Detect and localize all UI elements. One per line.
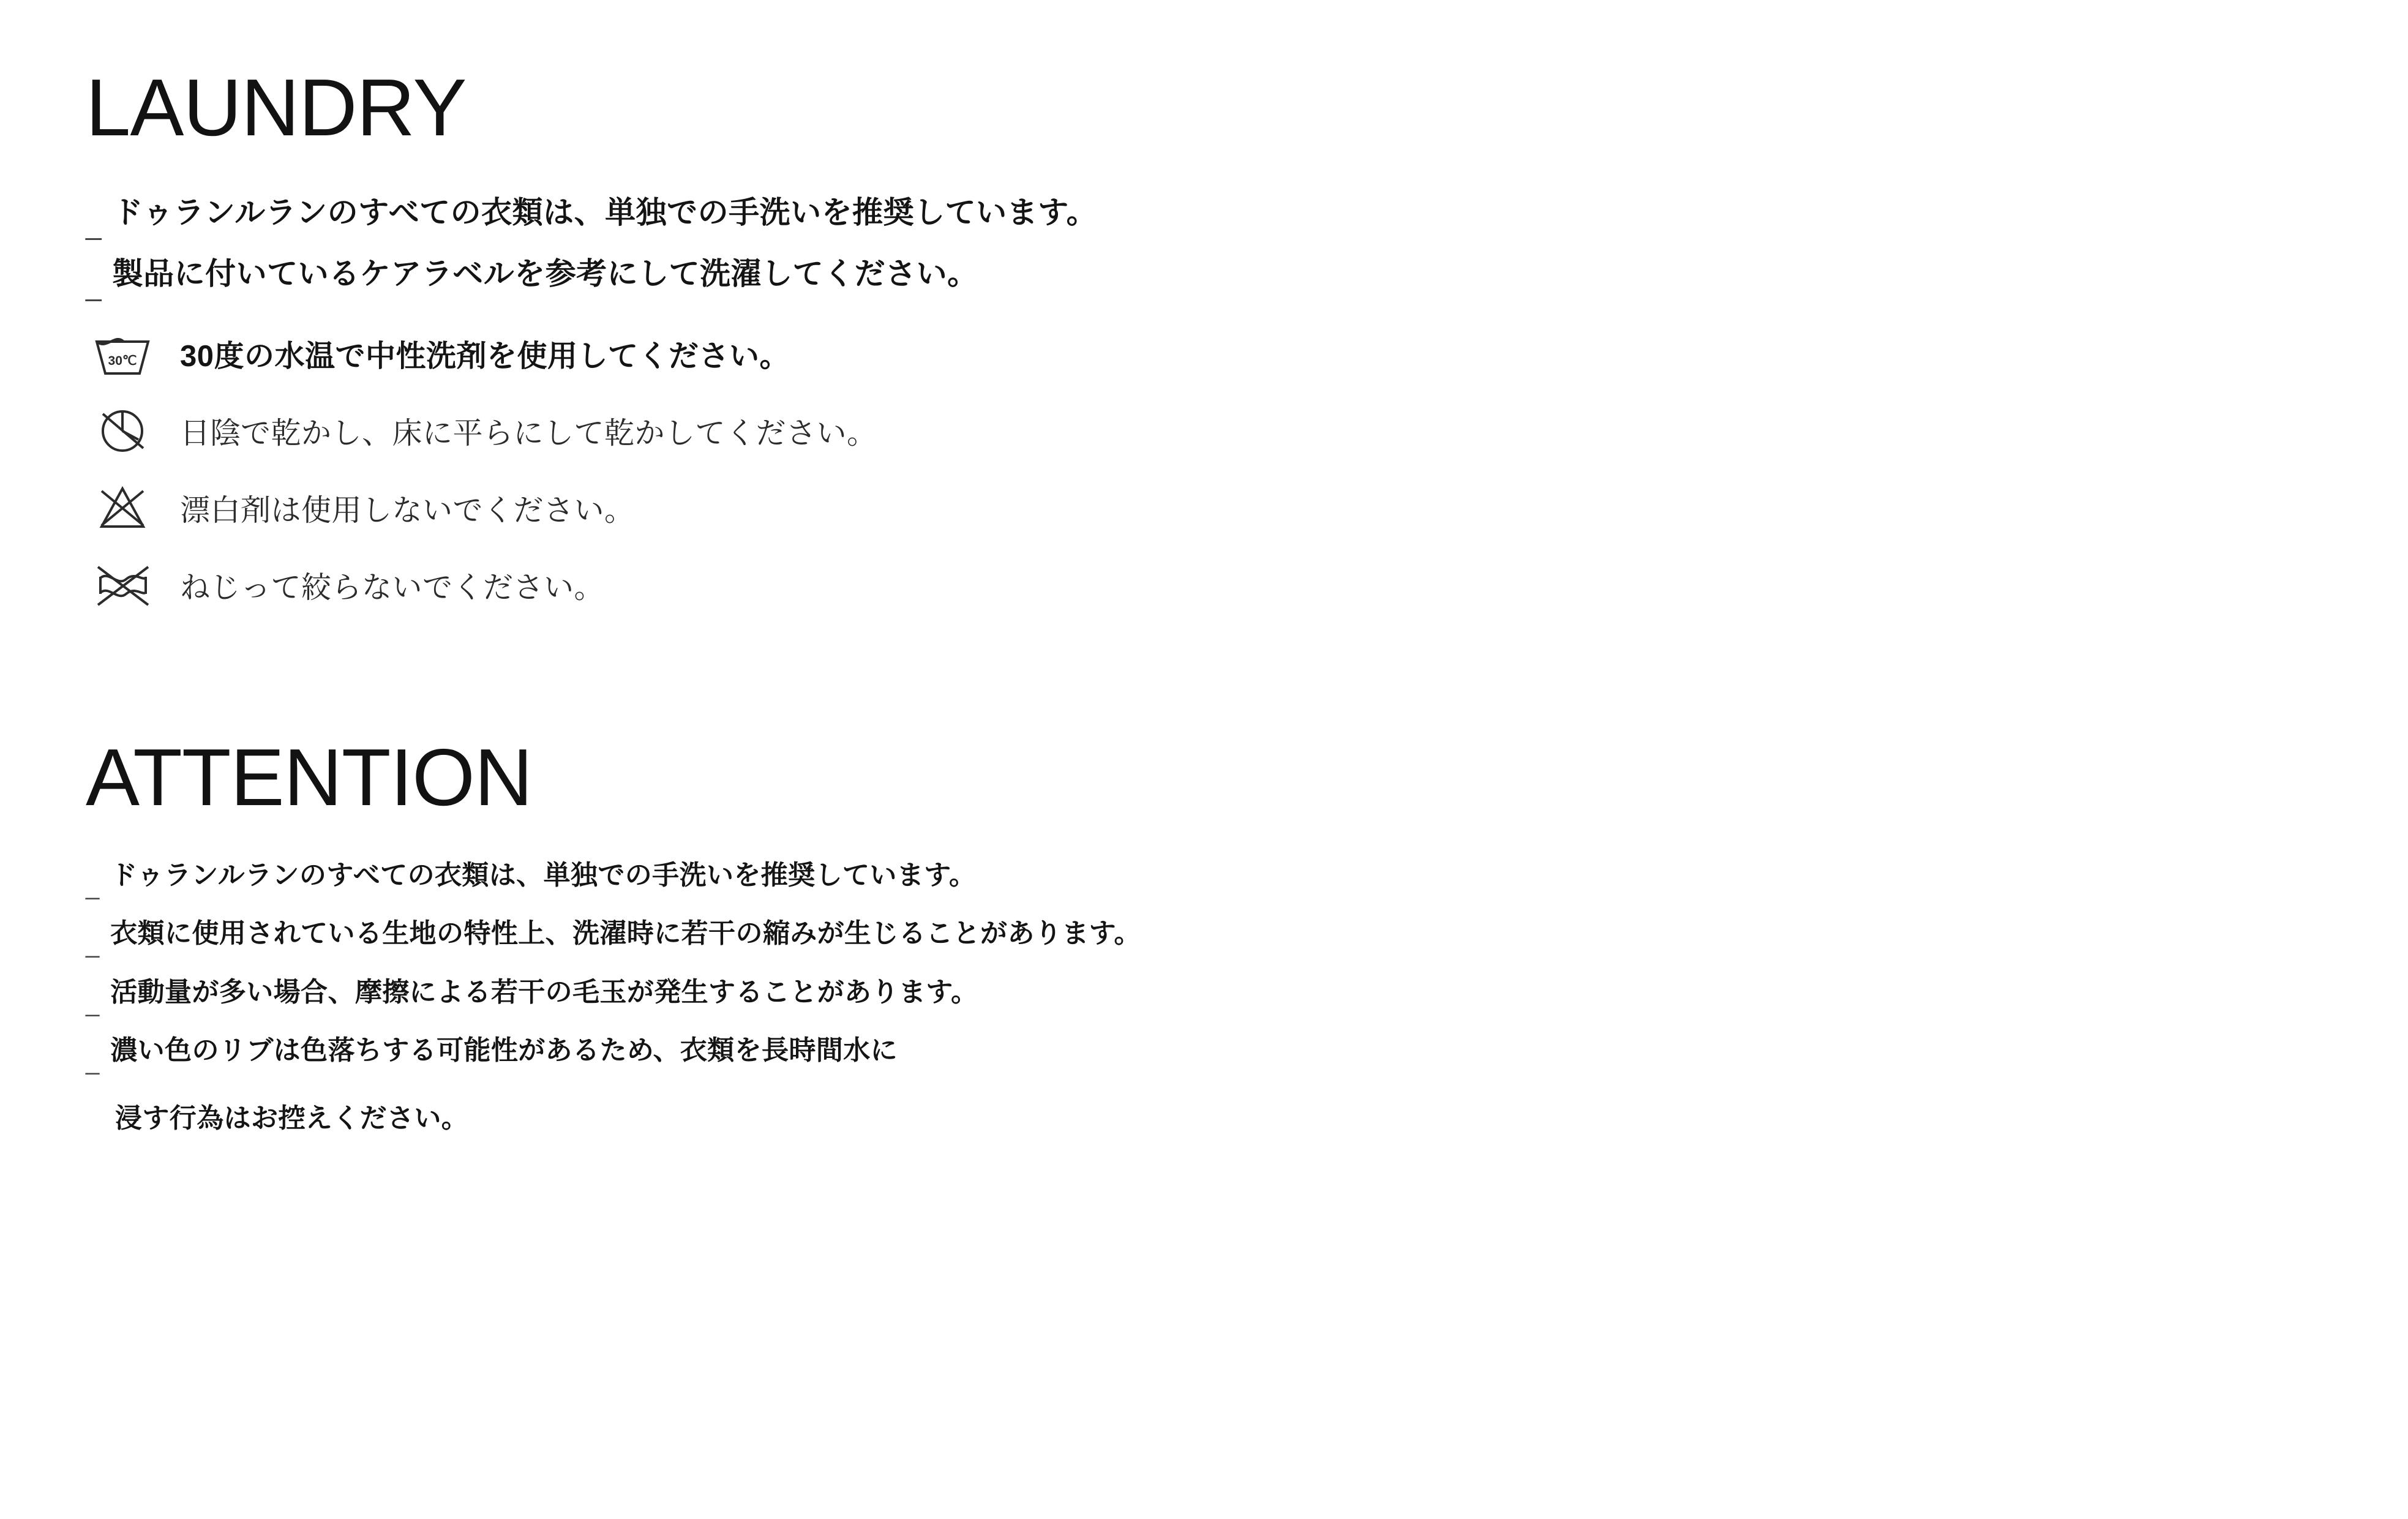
attention-item-text: 活動量が多い場合、摩擦による若干の毛玉が発生することがあります。 bbox=[110, 977, 978, 1007]
attention-list-item bbox=[86, 1032, 2408, 1076]
attention-item-text: ドゥランルランのすべての衣類は、単独での手洗いを推奨しています。 bbox=[110, 860, 977, 890]
attention-item-text: 濃い色のリブは色落ちする可能性があるため、衣類を長時間水に bbox=[110, 1035, 898, 1066]
care-row bbox=[86, 392, 2408, 470]
dash-marker: _ bbox=[86, 873, 100, 900]
care-row bbox=[86, 547, 2408, 624]
attention-section bbox=[86, 732, 2408, 1135]
attention-item-continuation: 浸す行為はお控えください。 bbox=[115, 1103, 469, 1133]
dry-in-shade-icon bbox=[86, 402, 159, 460]
care-symbol-list bbox=[86, 315, 2408, 624]
svg-text:30℃: 30℃ bbox=[108, 354, 137, 368]
page-title-laundry: LAUNDRY bbox=[86, 62, 467, 152]
care-row bbox=[86, 470, 2408, 547]
laundry-intro-line bbox=[86, 253, 2408, 302]
dash-marker: _ bbox=[86, 931, 100, 959]
dash-marker: _ bbox=[86, 209, 102, 241]
wash-30c-icon bbox=[86, 324, 159, 383]
care-row-text: 日陰で乾かし、床に平らにして乾かしてください。 bbox=[180, 417, 877, 450]
dash-marker: _ bbox=[86, 989, 100, 1017]
laundry-intro-line bbox=[86, 192, 2408, 241]
care-row-text: ねじって絞らないでください。 bbox=[180, 571, 605, 604]
laundry-intro-text: 製品に付いているケアラベルを参考にして洗濯してください。 bbox=[112, 256, 978, 291]
attention-list-item bbox=[86, 857, 2408, 900]
attention-list-item bbox=[86, 974, 2408, 1017]
attention-item-list bbox=[86, 857, 2408, 1135]
do-not-wring-icon bbox=[86, 556, 159, 615]
laundry-intro-list bbox=[86, 192, 2408, 302]
care-row bbox=[86, 315, 2408, 392]
care-row-text: 漂白剤は使用しないでください。 bbox=[180, 494, 635, 527]
dash-marker: _ bbox=[86, 1048, 100, 1076]
care-row-text: 30度の水温で中性洗剤を使用してください。 bbox=[180, 340, 790, 373]
attention-item-text: 衣類に使用されている生地の特性上、洗濯時に若干の縮みが生じることがあります。 bbox=[110, 918, 1141, 949]
attention-list-item bbox=[86, 915, 2408, 959]
page-title-attention: ATTENTION bbox=[86, 732, 533, 822]
do-not-bleach-icon bbox=[86, 479, 159, 538]
laundry-section bbox=[86, 0, 2408, 624]
laundry-intro-text: ドゥランルランのすべての衣類は、単独での手洗いを推奨しています。 bbox=[112, 195, 1098, 230]
dash-marker: _ bbox=[86, 269, 102, 302]
